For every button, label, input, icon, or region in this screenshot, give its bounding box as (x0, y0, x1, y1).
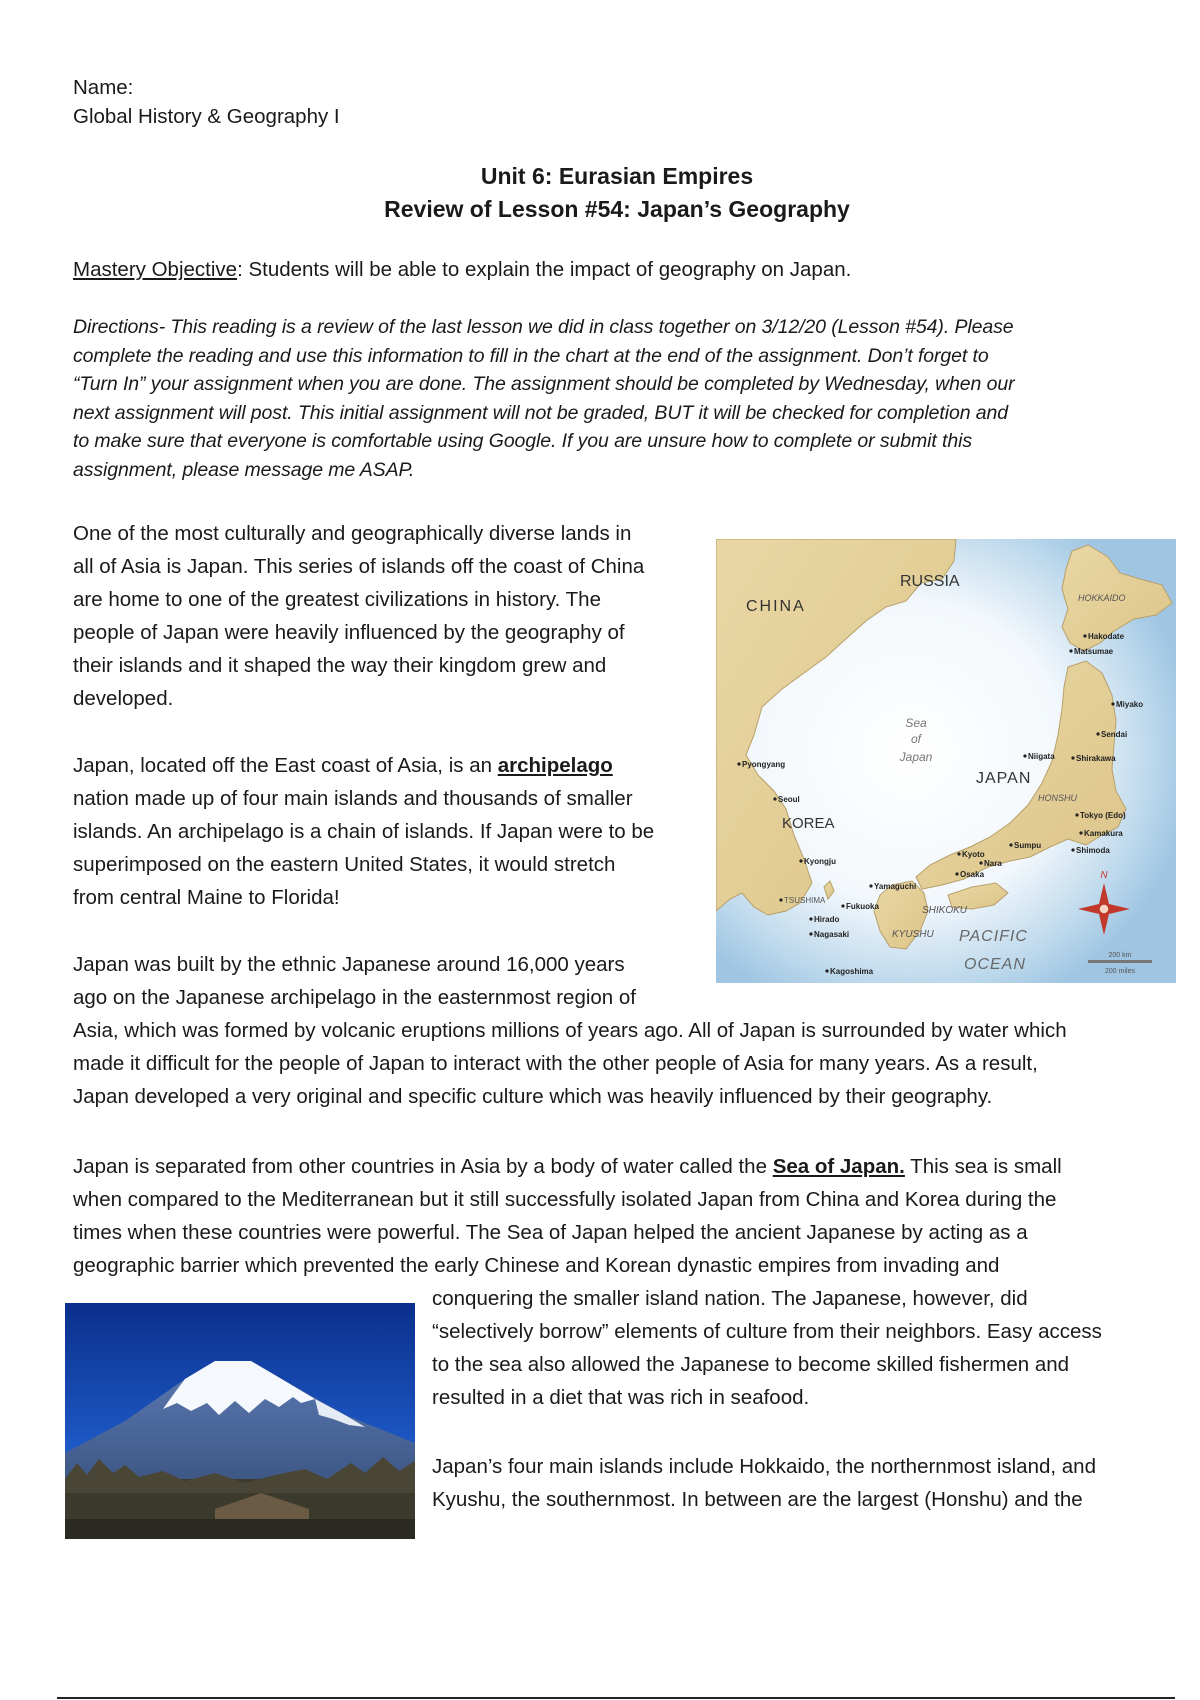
text-line: superimposed on the eastern United States, it would stretch (73, 853, 616, 876)
map-scale-km: 200 km (1108, 952, 1132, 959)
map-city-marker (1096, 732, 1099, 735)
text-line: nation made up of four main islands and thousands of smaller (73, 787, 633, 810)
text-line: “selectively borrow” elements of culture from their neighbors. Easy access (432, 1320, 1102, 1343)
map-label-japan: JAPAN (976, 770, 1032, 787)
mastery-objective-text: : Students will be able to explain the impact of geography on Japan. (237, 258, 852, 281)
text-line (73, 1150, 1062, 1183)
map-city-marker (825, 969, 828, 972)
map-city-marker (979, 861, 982, 864)
course-name: Global History & Geography I (73, 105, 340, 128)
map-city-marker (1069, 649, 1072, 652)
map-city-tokyo: Tokyo (Edo) (1080, 811, 1126, 820)
text-line: geographic barrier which prevented the early Chinese and Korean dynastic empires from invading and (73, 1254, 1000, 1277)
term-archipelago: archipelago (497, 754, 613, 777)
map-label-shikoku: SHIKOKU (922, 905, 968, 916)
text-line (73, 749, 613, 782)
text-line: developed. (73, 687, 174, 710)
text-line: Kyushu, the southernmost. In between are the largest (Honshu) and the (432, 1488, 1083, 1511)
text-line: resulted in a diet that was rich in seafood. (432, 1386, 810, 1409)
directions-line: to make sure that everyone is comfortable using Google. If you are unsure how to complete or submit this (73, 430, 972, 452)
map-city-fukuoka: Fukuoka (846, 902, 879, 911)
map-label-kyushu: KYUSHU (892, 929, 934, 940)
text-line: Japan was built by the ethnic Japanese around 16,000 years (73, 953, 625, 976)
map-city-nara: Nara (984, 859, 1002, 868)
text-line: from central Maine to Florida! (73, 886, 340, 909)
japan-map (716, 539, 1176, 983)
text-line: Asia, which was formed by volcanic eruptions millions of years ago. All of Japan is surrounded by water which (73, 1019, 1067, 1042)
map-label-honshu: HONSHU (1038, 793, 1078, 803)
map-city-marker (1009, 843, 1012, 846)
map-city-marker (809, 932, 812, 935)
text-line: to the sea also allowed the Japanese to become skilled fishermen and (432, 1353, 1070, 1376)
mastery-objective (73, 253, 851, 286)
map-city-marker (1071, 756, 1074, 759)
map-city-marker (957, 852, 960, 855)
directions-line: next assignment will post. This initial assignment will not be graded, BUT it will be checked for completion and (73, 401, 1008, 424)
map-label-korea: KOREA (782, 815, 835, 832)
text-line: conquering the smaller island nation. The Japanese, however, did (432, 1287, 1028, 1310)
map-label-ocean: OCEAN (964, 956, 1026, 973)
text-line: Japan developed a very original and specific culture which was heavily influenced by their geography. (73, 1085, 993, 1108)
text-line: times when these countries were powerful. The Sea of Japan helped the ancient Japanese by acting as a (73, 1221, 1028, 1244)
map-city-shimoda: Shimoda (1076, 846, 1110, 855)
text-line: ago on the Japanese archipelago in the easternmost region of (73, 986, 636, 1009)
map-city-miyako: Miyako (1116, 700, 1144, 709)
map-city-marker (1023, 754, 1026, 757)
map-city-seoul: Seoul (778, 795, 800, 804)
map-city-marker (1075, 813, 1078, 816)
map-label-sea-2: of (910, 732, 922, 746)
map-city-hirado: Hirado (814, 915, 840, 924)
map-label-north: N (1100, 870, 1108, 881)
map-city-marker (1111, 702, 1114, 705)
map-city-niigata: Niigata (1028, 752, 1055, 761)
bottom-divider (57, 1697, 1175, 1699)
mastery-objective-label: Mastery Objective (73, 258, 238, 281)
directions-line: complete the reading and use this information to fill in the chart at the end of the assignment. Don’t forget to (73, 344, 989, 367)
map-city-kamakura: Kamakura (1084, 829, 1123, 838)
ground (65, 1519, 415, 1539)
map-label-sea-3: Japan (899, 750, 933, 764)
text-line: One of the most culturally and geographically diverse lands in (73, 522, 632, 545)
map-scale-mi: 200 miles (1105, 968, 1135, 975)
map-city-nagasaki: Nagasaki (814, 930, 850, 939)
directions-line: Directions- This reading is a review of the last lesson we did in class together on 3/12/20 (Lesson #54). Please (73, 316, 1014, 338)
map-label-sea-1: Sea (905, 716, 927, 730)
map-city-tsushima: TSUSHIMA (784, 896, 826, 905)
map-city-sendai: Sendai (1101, 730, 1128, 739)
text-line: their islands and it shaped the way their kingdom grew and (73, 654, 607, 677)
map-city-sumpu: Sumpu (1014, 841, 1042, 850)
text-line: Japan’s four main islands include Hokkaido, the northernmost island, and (432, 1455, 1096, 1478)
text-line: when compared to the Mediterranean but it still successfully isolated Japan from China and Korea during the (73, 1188, 1057, 1211)
text-fragment: Japan is separated from other countries in Asia by a body of water called the (73, 1155, 773, 1178)
text-line: made it difficult for the people of Japan to interact with the other people of Asia for many years. As a result, (73, 1052, 1038, 1075)
map-label-hokkaido: HOKKAIDO (1078, 593, 1126, 603)
map-city-marker (841, 904, 844, 907)
map-city-marker (1079, 831, 1082, 834)
map-city-matsumae: Matsumae (1074, 647, 1114, 656)
map-label-china: CHINA (746, 598, 806, 615)
map-city-marker (809, 917, 812, 920)
lesson-title: Review of Lesson #54: Japan’s Geography (384, 196, 850, 222)
map-city-shirakawa: Shirakawa (1076, 754, 1116, 763)
map-city-kyongju: Kyongju (804, 857, 836, 866)
map-city-hakodate: Hakodate (1088, 632, 1125, 641)
map-city-marker (773, 797, 776, 800)
map-city-marker (869, 884, 872, 887)
map-city-kagoshima: Kagoshima (830, 967, 874, 976)
map-city-marker (779, 898, 782, 901)
text-fragment: This sea is small (904, 1155, 1062, 1178)
map-city-osaka: Osaka (960, 870, 985, 879)
unit-title: Unit 6: Eurasian Empires (480, 163, 754, 189)
text-line: all of Asia is Japan. This series of islands off the coast of China (73, 555, 645, 578)
map-city-marker (955, 872, 958, 875)
text-line: are home to one of the greatest civilizations in history. The (73, 588, 601, 611)
map-city-pyongyang: Pyongyang (742, 760, 786, 769)
map-label-pacific: PACIFIC (959, 928, 1028, 945)
text-line: people of Japan were heavily influenced by the geography of (73, 621, 625, 644)
name-label: Name: (73, 76, 134, 99)
text-line: islands. An archipelago is a chain of islands. If Japan were to be (73, 820, 655, 843)
map-city-marker (737, 762, 740, 765)
directions-line: “Turn In” your assignment when you are done. The assignment should be completed by Wednesday, when our (73, 373, 1015, 395)
map-city-marker (1083, 634, 1086, 637)
mount-fuji-photo (65, 1303, 415, 1539)
map-city-kyoto: Kyoto (962, 850, 985, 859)
directions-line: assignment, please message me ASAP. (73, 458, 415, 481)
map-city-marker (1071, 848, 1074, 851)
map-city-marker (799, 859, 802, 862)
text-fragment: Japan, located off the East coast of Asia, is an (73, 754, 498, 777)
term-sea-of-japan: Sea of Japan. (772, 1155, 905, 1178)
map-label-russia: RUSSIA (900, 573, 960, 590)
map-city-yamaguchi: Yamaguchi (874, 882, 917, 891)
